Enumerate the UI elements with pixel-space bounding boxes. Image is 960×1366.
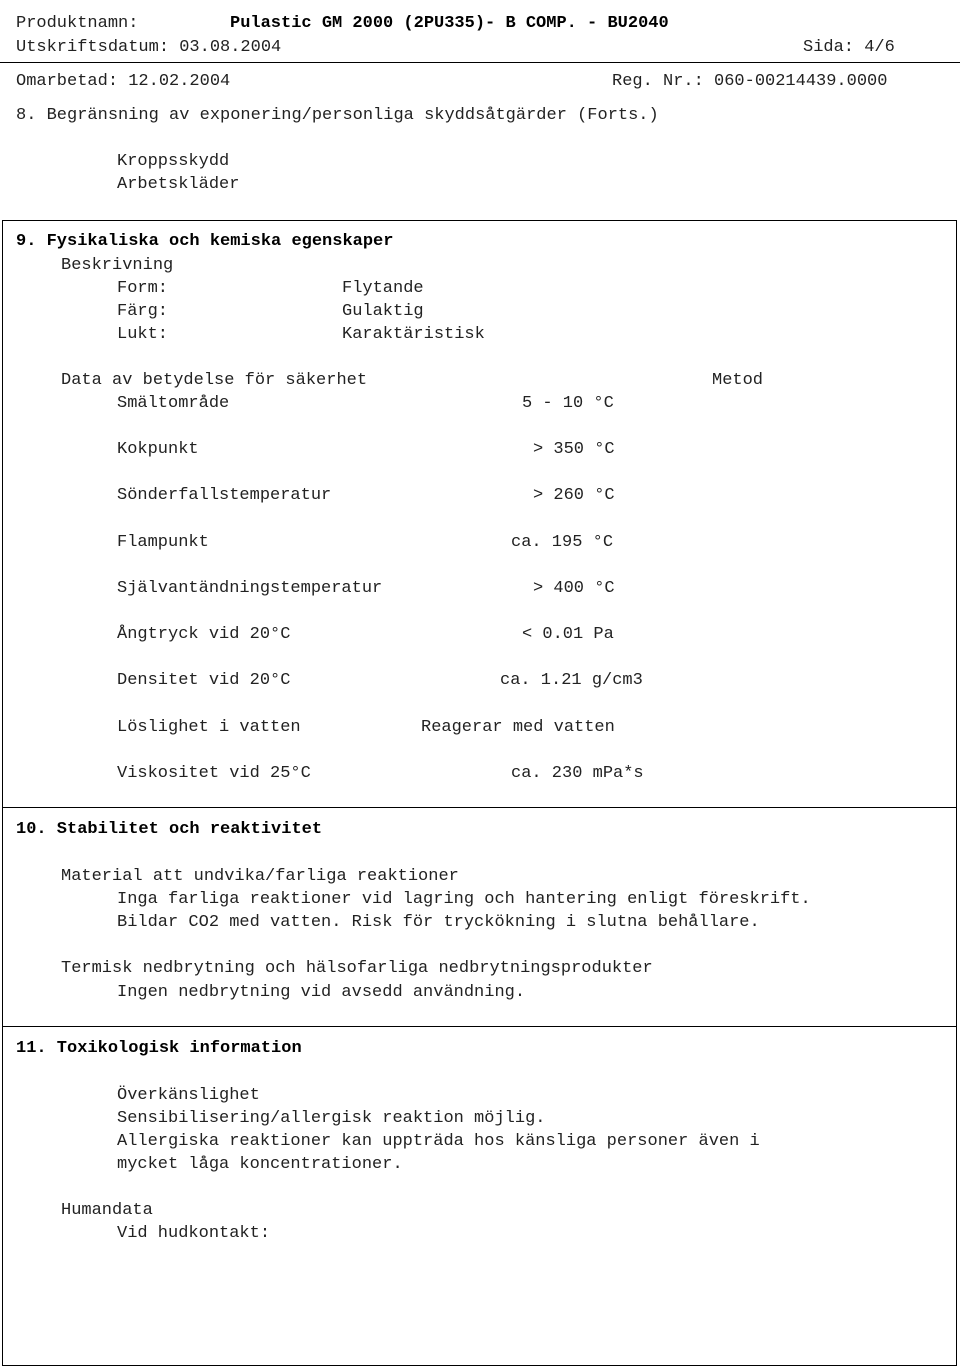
section-8-line: Kroppsskydd <box>117 152 230 171</box>
property-value: ca. 1.21 g/cm3 <box>500 671 643 690</box>
section-11-title: 11. Toxikologisk information <box>16 1039 302 1058</box>
property-value: > 350 °C <box>533 440 615 459</box>
section-9-title: 9. Fysikaliska och kemiska egenskaper <box>16 232 394 251</box>
property-label: Viskositet vid 25°C <box>117 764 311 783</box>
content-frame <box>2 220 957 1366</box>
sensitivity-label: Överkänslighet <box>117 1086 260 1105</box>
property-value: > 400 °C <box>533 579 615 598</box>
form-value: Flytande <box>342 279 424 298</box>
thermal-label: Termisk nedbrytning och hälsofarliga nedbrytningsprodukter <box>61 959 653 978</box>
sensitivity-line: Sensibilisering/allergisk reaktion möjlig. <box>117 1109 546 1128</box>
property-label: Kokpunkt <box>117 440 199 459</box>
header-divider <box>0 62 960 63</box>
section-divider <box>2 1026 957 1027</box>
safety-data-label: Data av betydelse för säkerhet <box>61 371 368 390</box>
property-value: < 0.01 Pa <box>522 625 614 644</box>
registration-number: Reg. Nr.: 060-00214439.0000 <box>612 72 888 91</box>
property-label: Densitet vid 20°C <box>117 671 291 690</box>
page-number: Sida: 4/6 <box>803 38 895 57</box>
sensitivity-line: Allergiska reaktioner kan uppträda hos känsliga personer även i <box>117 1132 760 1151</box>
property-label: Självantändningstemperatur <box>117 579 383 598</box>
property-label: Flampunkt <box>117 533 209 552</box>
materials-line: Inga farliga reaktioner vid lagring och hantering enligt föreskrift. <box>117 890 811 909</box>
materials-line: Bildar CO2 med vatten. Risk för tryckökning i slutna behållare. <box>117 913 760 932</box>
property-value: Reagerar med vatten <box>421 718 615 737</box>
odor-value: Karaktäristisk <box>342 325 485 344</box>
revised-date: Omarbetad: 12.02.2004 <box>16 72 231 91</box>
description-label: Beskrivning <box>61 256 174 275</box>
odor-label: Lukt: <box>117 325 169 344</box>
section-8-title: 8. Begränsning av exponering/personliga skyddsåtgärder (Forts.) <box>16 106 659 125</box>
method-label: Metod <box>712 371 764 390</box>
color-value: Gulaktig <box>342 302 424 321</box>
form-label: Form: <box>117 279 169 298</box>
property-label: Smältområde <box>117 394 230 413</box>
human-data-line: Vid hudkontakt: <box>117 1224 271 1243</box>
product-label: Produktnamn: <box>16 14 139 33</box>
section-8-line: Arbetskläder <box>117 175 240 194</box>
property-label: Sönderfallstemperatur <box>117 486 332 505</box>
materials-label: Material att undvika/farliga reaktioner <box>61 867 459 886</box>
sensitivity-line: mycket låga koncentrationer. <box>117 1155 403 1174</box>
property-label: Löslighet i vatten <box>117 718 301 737</box>
property-value: 5 - 10 °C <box>522 394 614 413</box>
property-value: ca. 195 °C <box>511 533 614 552</box>
property-value: > 260 °C <box>533 486 615 505</box>
human-data-label: Humandata <box>61 1201 153 1220</box>
product-name: Pulastic GM 2000 (2PU335)- B COMP. - BU2040 <box>230 14 669 33</box>
section-10-title: 10. Stabilitet och reaktivitet <box>16 820 323 839</box>
print-date: Utskriftsdatum: 03.08.2004 <box>16 38 282 57</box>
property-value: ca. 230 mPa*s <box>511 764 644 783</box>
property-label: Ångtryck vid 20°C <box>117 625 291 644</box>
color-label: Färg: <box>117 302 169 321</box>
section-divider <box>2 807 957 808</box>
thermal-line: Ingen nedbrytning vid avsedd användning. <box>117 983 526 1002</box>
